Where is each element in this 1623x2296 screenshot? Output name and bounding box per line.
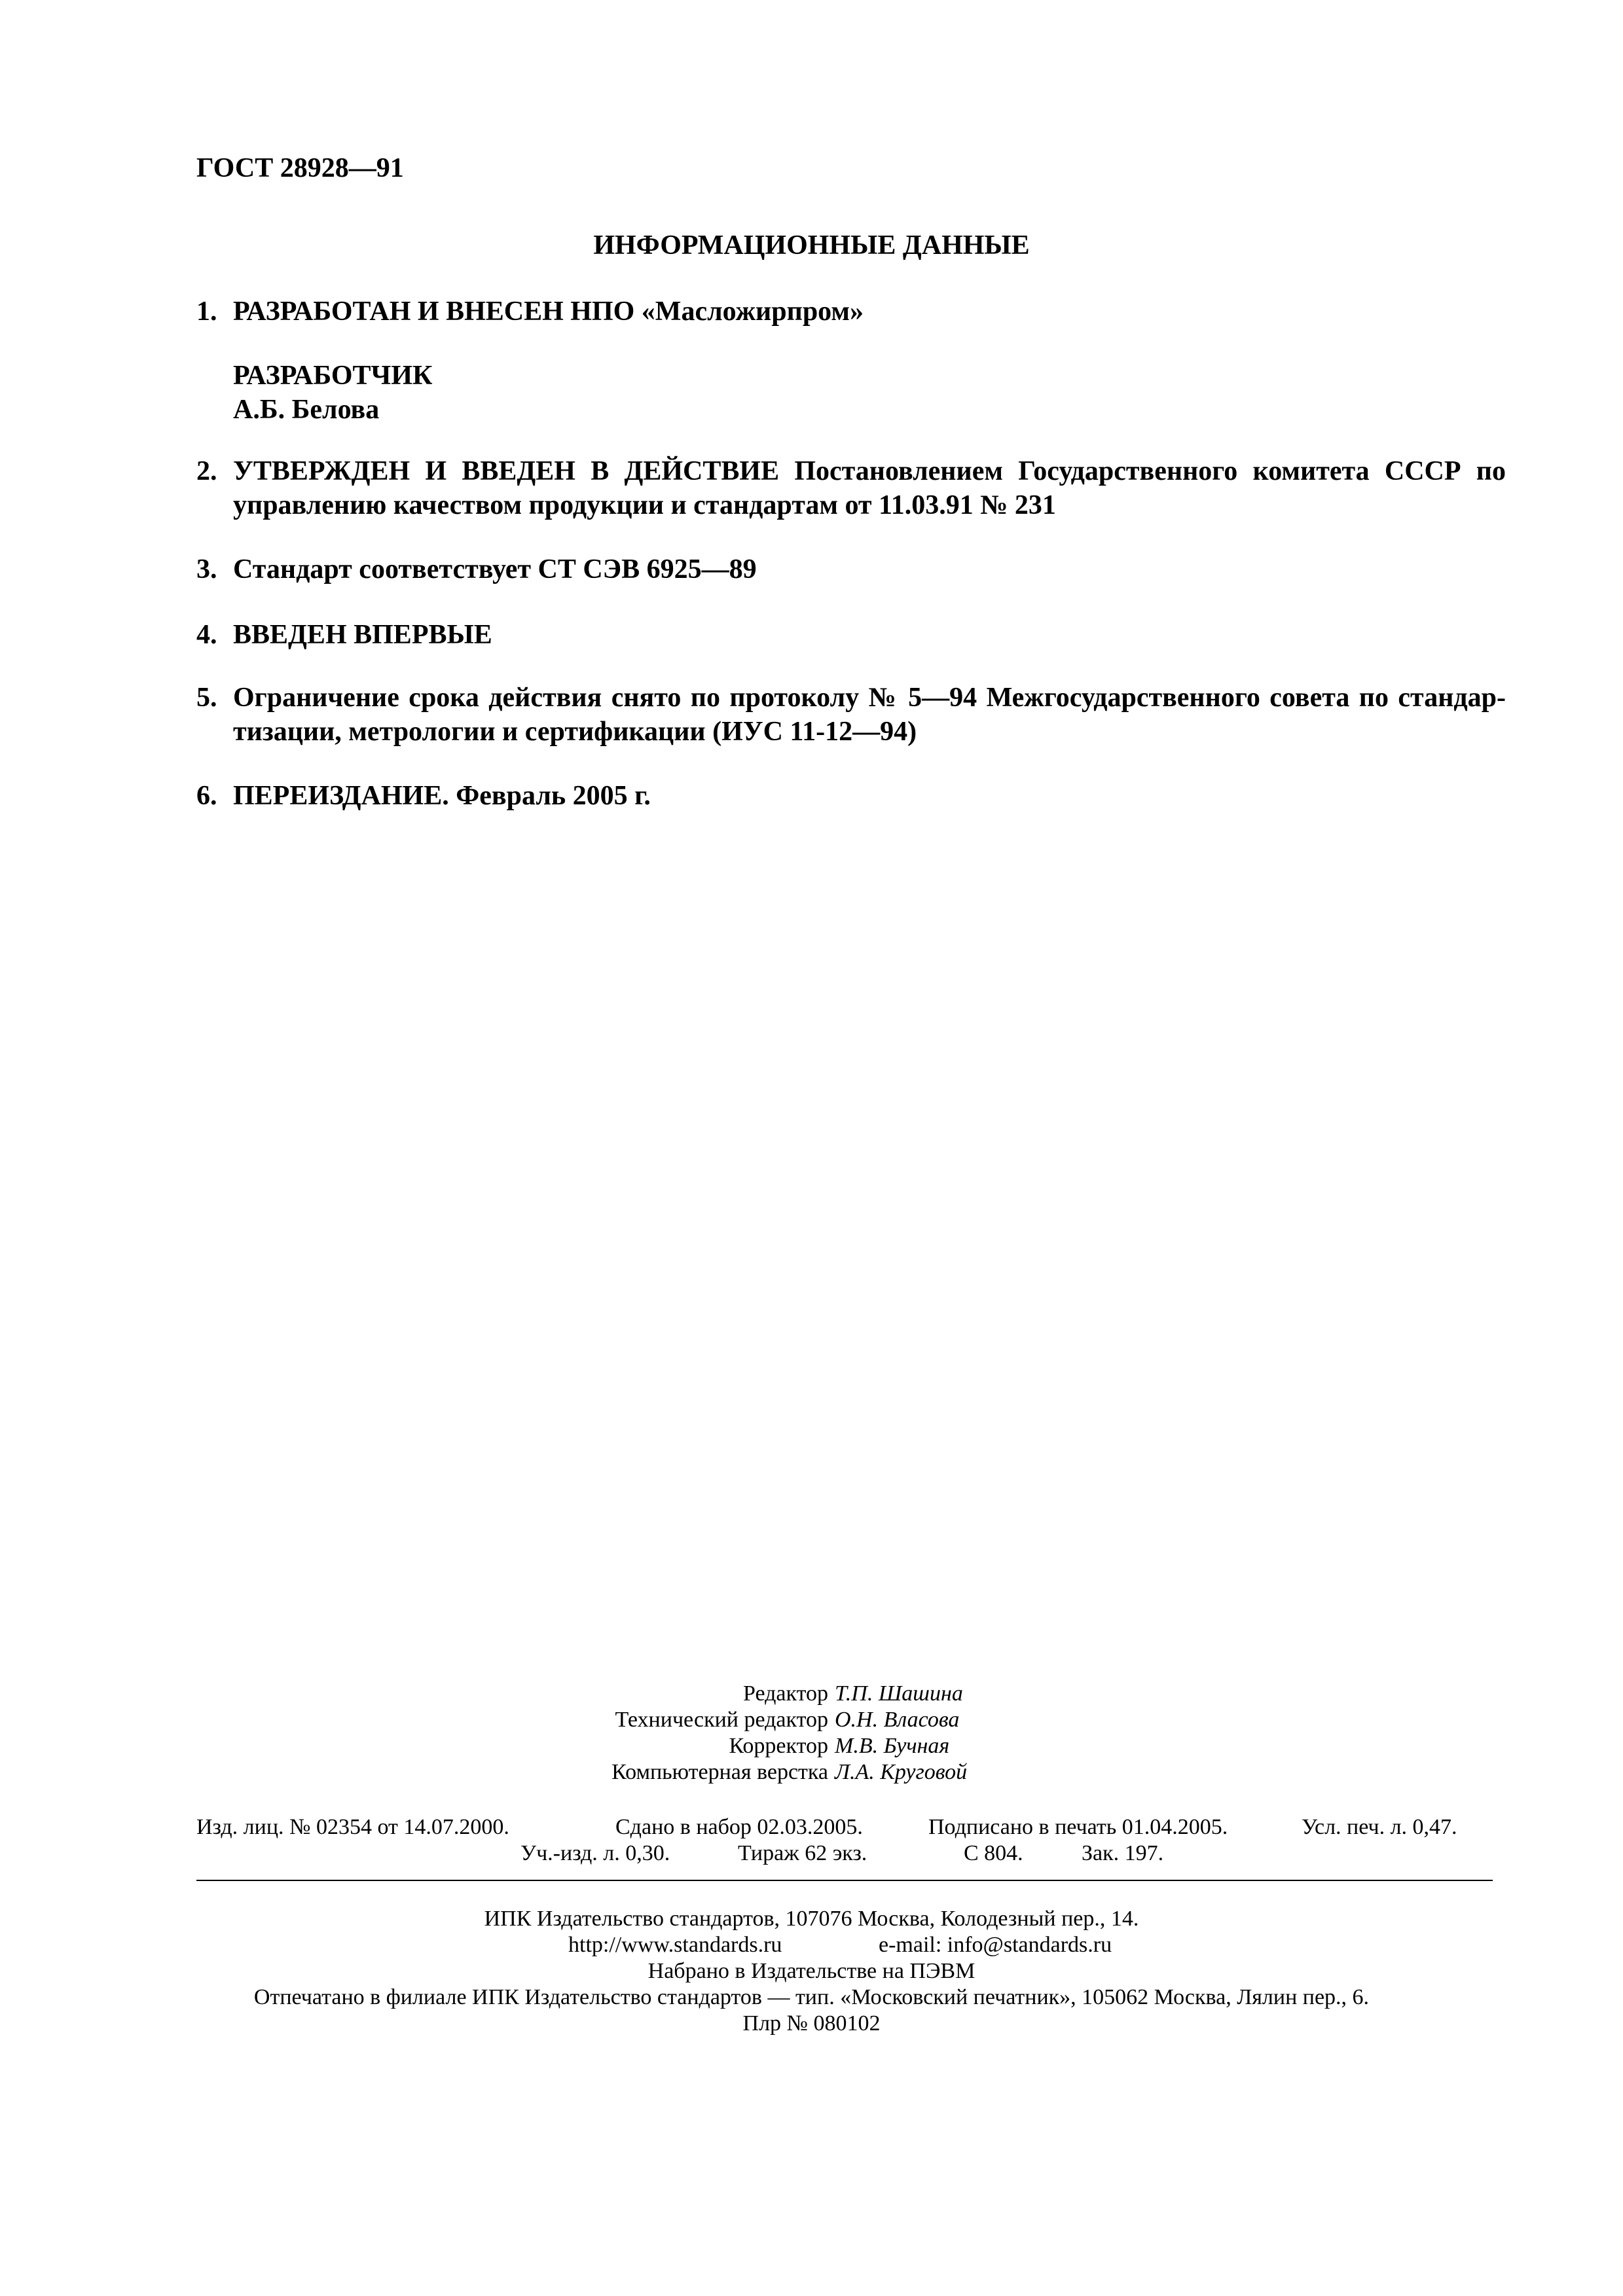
- printed-note: Отпечатано в филиале ИПК Издательство стандартов — тип. «Московский печатник», 105062 Москва, Лялин пер., 6.: [253, 1985, 1370, 2009]
- item-number: 3.: [196, 554, 217, 584]
- credit-row: [0, 1733, 1623, 1759]
- imprint-footer: [0, 1906, 1623, 2037]
- item-line: управлению качеством продукции и стандартам от 11.03.91 № 231: [233, 490, 1056, 520]
- credits-block: [0, 1681, 1623, 1785]
- credit-role: Компьютерная верстка: [611, 1760, 828, 1784]
- developer-label: РАЗРАБОТЧИК: [233, 361, 433, 391]
- credit-name: М.В. Бучная: [835, 1734, 950, 1758]
- item-line: тизации, метрологии и сертификации (ИУС 11-12—94): [233, 717, 917, 747]
- item-number: 6.: [196, 781, 217, 811]
- list-item: [196, 454, 1506, 522]
- list-item: [196, 779, 1506, 813]
- credit-row: [0, 1759, 1623, 1785]
- list-item: [196, 618, 1506, 652]
- item-line: ПЕРЕИЗДАНИЕ. Февраль 2005 г.: [233, 781, 651, 811]
- section-title: ИНФОРМАЦИОННЫЕ ДАННЫЕ: [593, 230, 1030, 260]
- item-number: 2.: [196, 456, 217, 486]
- item-line: Стандарт соответствует СТ СЭВ 6925—89: [233, 554, 757, 584]
- horizontal-rule: [196, 1880, 1493, 1881]
- email-link[interactable]: e-mail: info@standards.ru: [879, 1933, 1112, 1957]
- credit-role: Технический редактор: [615, 1708, 828, 1732]
- edit-sheets: Уч.-изд. л. 0,30.: [520, 1841, 670, 1865]
- item-number: 5.: [196, 683, 217, 713]
- publisher-address: ИПК Издательство стандартов, 107076 Москва, Колодезный пер., 14.: [484, 1907, 1139, 1931]
- list-item: [196, 681, 1506, 749]
- item-text: [233, 295, 1506, 329]
- credit-name: Т.П. Шашина: [835, 1681, 963, 1706]
- website-link[interactable]: http://www.standards.ru: [568, 1933, 782, 1957]
- credit-name: Л.А. Круговой: [835, 1760, 968, 1784]
- item-text: [233, 454, 1506, 522]
- list-item: [196, 295, 1506, 329]
- item-line: ВВЕДЕН ВПЕРВЫЕ: [233, 620, 492, 650]
- item-line: УТВЕРЖДЕН И ВВЕДЕН В ДЕЙСТВИЕ Постановлением Государственного комитета СССР по: [233, 456, 1506, 486]
- license-info: Изд. лиц. № 02354 от 14.07.2000.: [196, 1815, 509, 1839]
- item-text: [233, 779, 1506, 813]
- item-number: 1.: [196, 296, 217, 327]
- circulation: Тираж 62 экз.: [738, 1841, 867, 1865]
- credit-row: [0, 1707, 1623, 1733]
- typeset-note: Набрано в Издательстве на ПЭВМ: [647, 1959, 976, 1983]
- print-sheets: Усл. печ. л. 0,47.: [1302, 1815, 1457, 1839]
- signed-date: Подписано в печать 01.04.2005.: [928, 1815, 1228, 1839]
- publication-code: С 804.: [964, 1841, 1023, 1865]
- credit-role: Редактор: [743, 1681, 828, 1706]
- contact-row: [0, 1932, 1623, 1958]
- item-text: [233, 681, 1506, 749]
- item-number: 4.: [196, 620, 217, 650]
- item-line: Ограничение срока действия снято по протоколу № 5—94 Межгосударственного совета по стандар-: [233, 683, 1506, 713]
- order-number: Зак. 197.: [1082, 1841, 1164, 1865]
- credit-role: Корректор: [729, 1734, 828, 1758]
- plr-number: Плр № 080102: [742, 2011, 881, 2036]
- credit-row: [0, 1681, 1623, 1707]
- typeset-date: Сдано в набор 02.03.2005.: [615, 1815, 863, 1839]
- developer-block: [233, 359, 432, 427]
- item-line: РАЗРАБОТАН И ВНЕСЕН НПО «Масложирпром»: [233, 296, 864, 327]
- item-text: [233, 618, 1506, 652]
- developer-name: А.Б. Белова: [233, 395, 380, 425]
- item-text: [233, 552, 1506, 586]
- document-code: ГОСТ 28928—91: [196, 153, 404, 183]
- credit-name: О.Н. Власова: [835, 1708, 960, 1732]
- list-item: [196, 552, 1506, 586]
